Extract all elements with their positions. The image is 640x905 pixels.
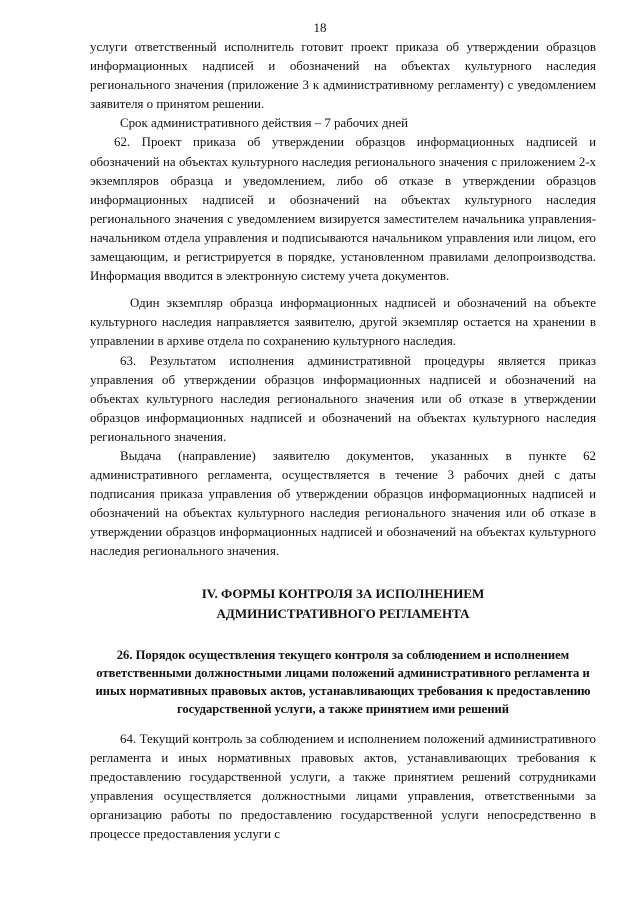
document-body bbox=[90, 38, 596, 844]
paragraph-continuation: услуги ответственный исполнитель готовит проект приказа об утверждении образцов информационных надписей и обозначений на объектах культурного наследия регионального значения (приложение 3 к административному регламенту) с уведомлением заявителя о принятом решении. bbox=[90, 40, 596, 112]
paragraph-issuance: Выдача (направление) заявителю документов, указанных в пункте 62 административного регламента, осуществляется в течение 3 рабочих дней с даты подписания приказа управления об утверждении образцов информационных надписей и обозначений на объектах культурного наследия регионального значения или об отказе в утверждении образцов информационных надписей и обозначений на объектах культурного наследия регионального значения. bbox=[90, 448, 596, 559]
paragraph-64: 64. Текущий контроль за соблюдением и исполнением положений административного регламента и иных нормативных правовых актов, устанавливающих требования к предоставлению государственной услуги, а также принятием решений сотрудниками управления осуществляется должностными лицами управления, ответственными за организацию работы по предоставлению государственной услуги непосредственно в процессе предоставления услуги с bbox=[90, 731, 596, 841]
section-heading-line-2: АДМИНИСТРАТИВНОГО РЕГЛАМЕНТА bbox=[216, 605, 470, 621]
paragraph-63: 63. Результатом исполнения административной процедуры является приказ управления об утверждении образцов информационных надписей и обозначений на объектах культурного наследия регионального значения или об отказе в утверждении образцов информационных надписей и обозначений на объектах культурного наследия регионального значения. bbox=[90, 353, 596, 444]
paragraph-62: 62. Проект приказа об утверждении образцов информационных надписей и обозначений на объектах культурного наследия регионального значения с приложением 2-х экземпляров образца и уведомлением, либо об отказе в утверждении образцов информационных надписей и обозначений на объектах культурного наследия регионального значения с уведомлением визируется заместителем начальника управления-начальником отдела управления и подписываются начальником управления или лицом, его замещающим, и регистрируется в порядке, установленном правилами делопроизводства. Информация вводится в электронную систему учета документов. bbox=[90, 135, 596, 284]
paragraph-copy-distribution: Один экземпляр образца информационных надписей и обозначений на объекте культурного наследия направляется заявителю, другой экземпляр остается на хранении в управлении в архиве отдела по сохранению культурного наследия. bbox=[90, 296, 596, 349]
page-number: 18 bbox=[313, 20, 327, 35]
section-heading-line-1: IV. ФОРМЫ КОНТРОЛЯ ЗА ИСПОЛНЕНИЕМ bbox=[201, 585, 485, 601]
subsection-heading: 26. Порядок осуществления текущего контроля за соблюдением и исполнением ответственными должностными лицами положений административного регламента и иных нормативных правовых актов, устанавливающих требования к предоставлению государственной услуги, а также принятием ими решений bbox=[95, 647, 591, 716]
section-heading bbox=[90, 584, 596, 624]
paragraph-deadline: Срок административного действия – 7 рабочих дней bbox=[120, 116, 409, 131]
